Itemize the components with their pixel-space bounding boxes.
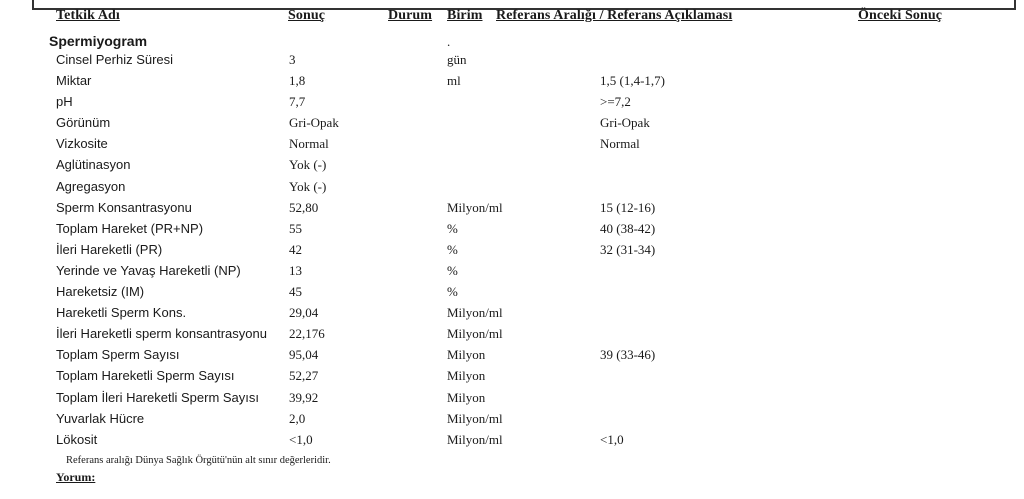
result-cell: 42 xyxy=(289,241,302,257)
result-cell: Normal xyxy=(289,136,329,152)
unit-cell: Milyon/ml xyxy=(447,431,503,447)
result-cell: 1,8 xyxy=(289,73,306,89)
result-cell: 95,04 xyxy=(289,347,319,363)
table-row xyxy=(0,113,1024,134)
result-cell: 3 xyxy=(289,52,296,67)
test-name-cell: pH xyxy=(56,94,73,110)
table-row xyxy=(0,240,1024,261)
unit-cell: Milyon xyxy=(447,389,486,405)
header-status: Durum xyxy=(388,8,433,23)
header-test-name: Tetkik Adı xyxy=(56,8,120,23)
table-row xyxy=(0,219,1024,240)
test-name-cell: Vizkosite xyxy=(56,136,108,152)
result-cell: 13 xyxy=(289,262,302,278)
table-row xyxy=(0,303,1024,324)
unit-cell: % xyxy=(447,262,458,278)
test-name-cell: Yuvarlak Hücre xyxy=(56,410,145,426)
result-cell: <1,0 xyxy=(289,431,313,447)
test-name-cell: Miktar xyxy=(56,73,92,89)
header-previous-result: Önceki Sonuç xyxy=(858,8,943,23)
reference-cell: Gri-Opak xyxy=(600,115,650,131)
unit-cell: Milyon/ml xyxy=(447,410,503,426)
table-row xyxy=(0,388,1024,409)
table-row xyxy=(0,71,1024,92)
header-unit: Birim xyxy=(447,8,483,23)
result-cell: 52,80 xyxy=(289,199,319,215)
result-cell: 52,27 xyxy=(289,368,319,384)
unit-cell: ml xyxy=(447,73,461,89)
unit-cell: Milyon xyxy=(447,347,486,363)
unit-cell: Milyon/ml xyxy=(447,199,503,215)
comment-label: Yorum: xyxy=(56,470,96,484)
unit-cell: Milyon/ml xyxy=(447,326,503,342)
test-name-cell: Hareketsiz (IM) xyxy=(56,284,145,300)
reference-footnote: Referans aralığı Dünya Sağlık Örgütü'nün alt sınır değerleridir. xyxy=(66,455,331,466)
table-row xyxy=(0,155,1024,176)
test-name-cell: Toplam Hareketli Sperm Sayısı xyxy=(56,368,235,384)
section-unit-mark: . xyxy=(447,34,451,49)
test-name-cell: Yerinde ve Yavaş Hareketli (NP) xyxy=(56,262,241,278)
test-name-cell: Toplam İleri Hareketli Sperm Sayısı xyxy=(56,389,260,405)
result-cell: 39,92 xyxy=(289,389,319,405)
result-cell: Yok (-) xyxy=(289,178,327,194)
section-title: Spermiyogram xyxy=(49,33,148,49)
reference-cell: 15 (12-16) xyxy=(600,199,656,215)
test-name-cell: Sperm Konsantrasyonu xyxy=(56,199,192,215)
header-result: Sonuç xyxy=(288,8,326,23)
result-cell: Gri-Opak xyxy=(289,115,339,131)
test-name-cell: İleri Hareketli sperm konsantrasyonu xyxy=(56,326,267,342)
reference-cell: <1,0 xyxy=(600,431,624,447)
result-cell: 2,0 xyxy=(289,410,306,426)
reference-cell: >=7,2 xyxy=(600,94,631,110)
unit-cell: Milyon xyxy=(447,368,486,384)
table-row xyxy=(0,134,1024,155)
unit-cell: % xyxy=(447,284,458,300)
unit-cell: % xyxy=(447,241,458,257)
result-cell: 55 xyxy=(289,220,302,236)
table-row xyxy=(0,177,1024,198)
test-name-cell: Cinsel Perhiz Süresi xyxy=(56,52,174,67)
test-name-cell: Lökosit xyxy=(56,431,98,447)
result-cell: 45 xyxy=(289,284,302,300)
table-row xyxy=(0,324,1024,345)
table-row xyxy=(0,261,1024,282)
table-row xyxy=(0,430,1024,451)
table-row xyxy=(0,345,1024,366)
test-name-cell: İleri Hareketli (PR) xyxy=(56,241,163,257)
test-name-cell: Toplam Sperm Sayısı xyxy=(56,347,180,363)
result-cell: 7,7 xyxy=(289,94,306,110)
test-name-cell: Hareketli Sperm Kons. xyxy=(56,305,187,321)
results-table xyxy=(0,50,1024,451)
result-cell: 29,04 xyxy=(289,305,319,321)
reference-cell: Normal xyxy=(600,136,640,152)
reference-cell: 39 (33-46) xyxy=(600,347,656,363)
table-row xyxy=(0,366,1024,387)
test-name-cell: Toplam Hareket (PR+NP) xyxy=(56,220,204,236)
reference-cell: 40 (38-42) xyxy=(600,220,656,236)
table-row xyxy=(0,409,1024,430)
table-row xyxy=(0,198,1024,219)
header-reference: Referans Aralığı / Referans Açıklaması xyxy=(496,8,733,23)
reference-cell: 32 (31-34) xyxy=(600,241,656,257)
table-row xyxy=(0,282,1024,303)
test-name-cell: Görünüm xyxy=(56,115,111,131)
result-cell: 22,176 xyxy=(289,326,325,342)
result-cell: Yok (-) xyxy=(289,157,327,173)
test-name-cell: Aglütinasyon xyxy=(56,157,131,173)
unit-cell: % xyxy=(447,220,458,236)
test-name-cell: Agregasyon xyxy=(56,178,126,194)
reference-cell: 1,5 (1,4-1,7) xyxy=(600,73,665,89)
table-row xyxy=(0,92,1024,113)
unit-cell: gün xyxy=(447,52,467,67)
table-row xyxy=(0,50,1024,71)
unit-cell: Milyon/ml xyxy=(447,305,503,321)
